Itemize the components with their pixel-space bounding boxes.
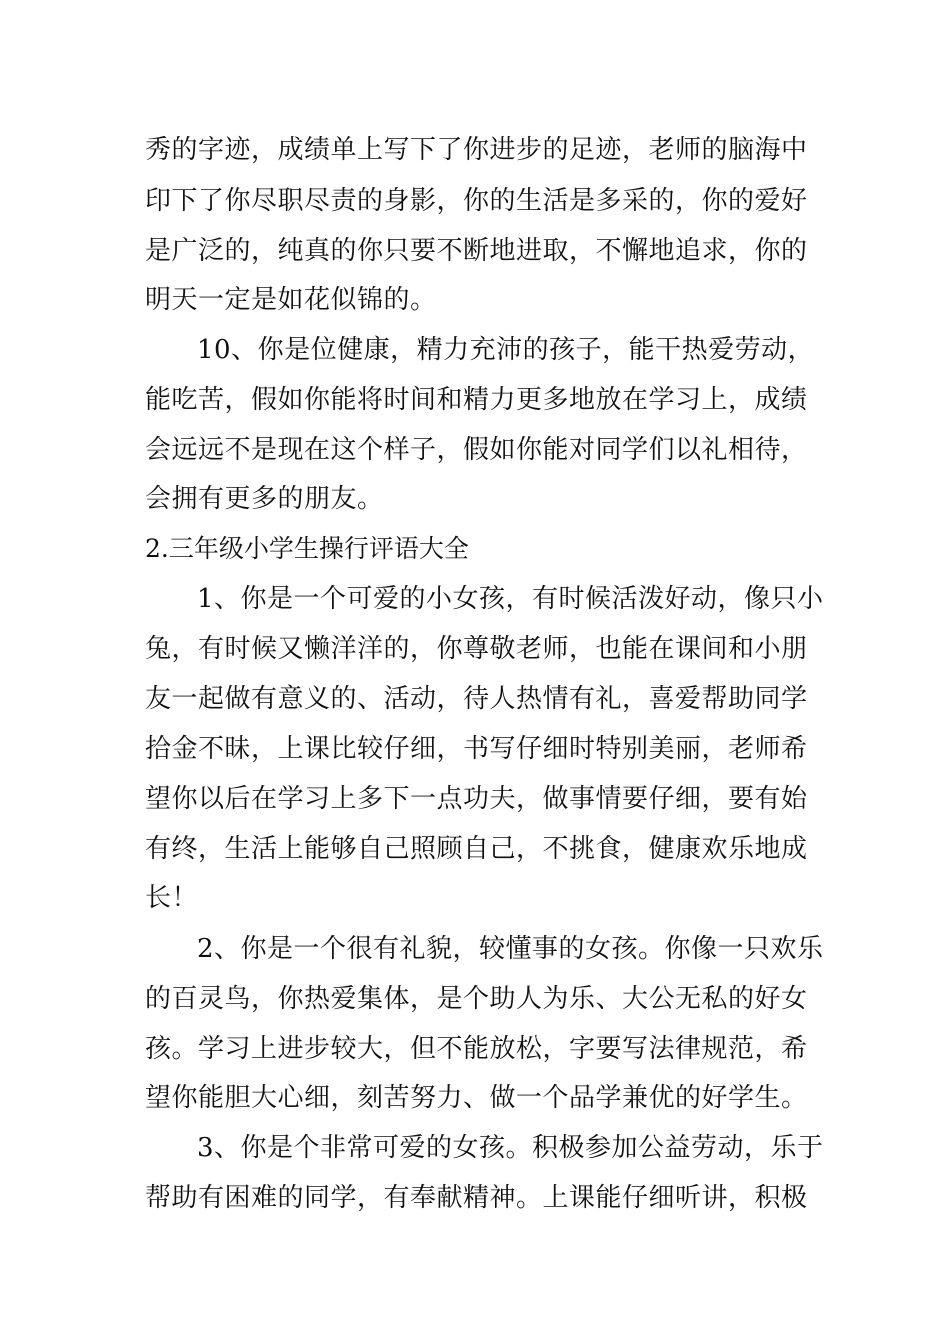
text-line: 望你以后在学习上多下一点功夫，做事情要仔细，要有始 — [145, 784, 808, 814]
text-line: 兔，有时候又懒洋洋的，你尊敬老师，也能在课间和小朋 — [145, 634, 808, 664]
text-line: 明天一定是如花似锦的。 — [145, 285, 437, 315]
text-line: 印下了你尽职尽责的身影，你的生活是多采的，你的爱好 — [145, 186, 808, 216]
text-line: 的百灵鸟，你热爱集体，是个助人为乐、大公无私的好女 — [145, 984, 808, 1014]
paragraph-start-line: 1、你是一个可爱的小女孩，有时候活泼好动，像只小 — [197, 584, 824, 614]
text-line: 孩。学习上进步较大，但不能放松，字要写法律规范，希 — [145, 1034, 808, 1064]
text-line: 能吃苦，假如你能将时间和精力更多地放在学习上，成绩 — [145, 385, 808, 415]
text-line: 友一起做有意义的、活动，待人热情有礼，喜爱帮助同学 — [145, 684, 808, 714]
text-line: 帮助有困难的同学，有奉献精神。上课能仔细听讲，积极 — [145, 1183, 808, 1213]
section-heading: 2.三年级小学生操行评语大全 — [145, 534, 469, 563]
text-line: 拾金不昧，上课比较仔细，书写仔细时特别美丽，老师希 — [145, 734, 808, 764]
text-line: 是广泛的，纯真的你只要不断地进取，不懈地追求，你的 — [145, 236, 808, 266]
paragraph-start-line: 2、你是一个很有礼貌，较懂事的女孩。你像一只欢乐 — [197, 934, 824, 964]
text-line: 会拥有更多的朋友。 — [145, 484, 384, 514]
text-line: 秀的字迹，成绩单上写下了你进步的足迹，老师的脑海中 — [145, 135, 808, 165]
text-line: 望你能胆大心细，刻苦努力、做一个品学兼优的好学生。 — [145, 1083, 808, 1113]
paragraph-start-line: 3、你是个非常可爱的女孩。积极参加公益劳动，乐于 — [197, 1133, 824, 1163]
text-line: 长！ — [145, 883, 199, 913]
text-line: 有终，生活上能够自己照顾自己，不挑食，健康欢乐地成 — [145, 834, 808, 864]
text-line: 会远远不是现在这个样子，假如你能对同学们以礼相待， — [145, 435, 808, 465]
paragraph-start-line: 10、你是位健康，精力充沛的孩子，能干热爱劳动， — [197, 335, 815, 365]
